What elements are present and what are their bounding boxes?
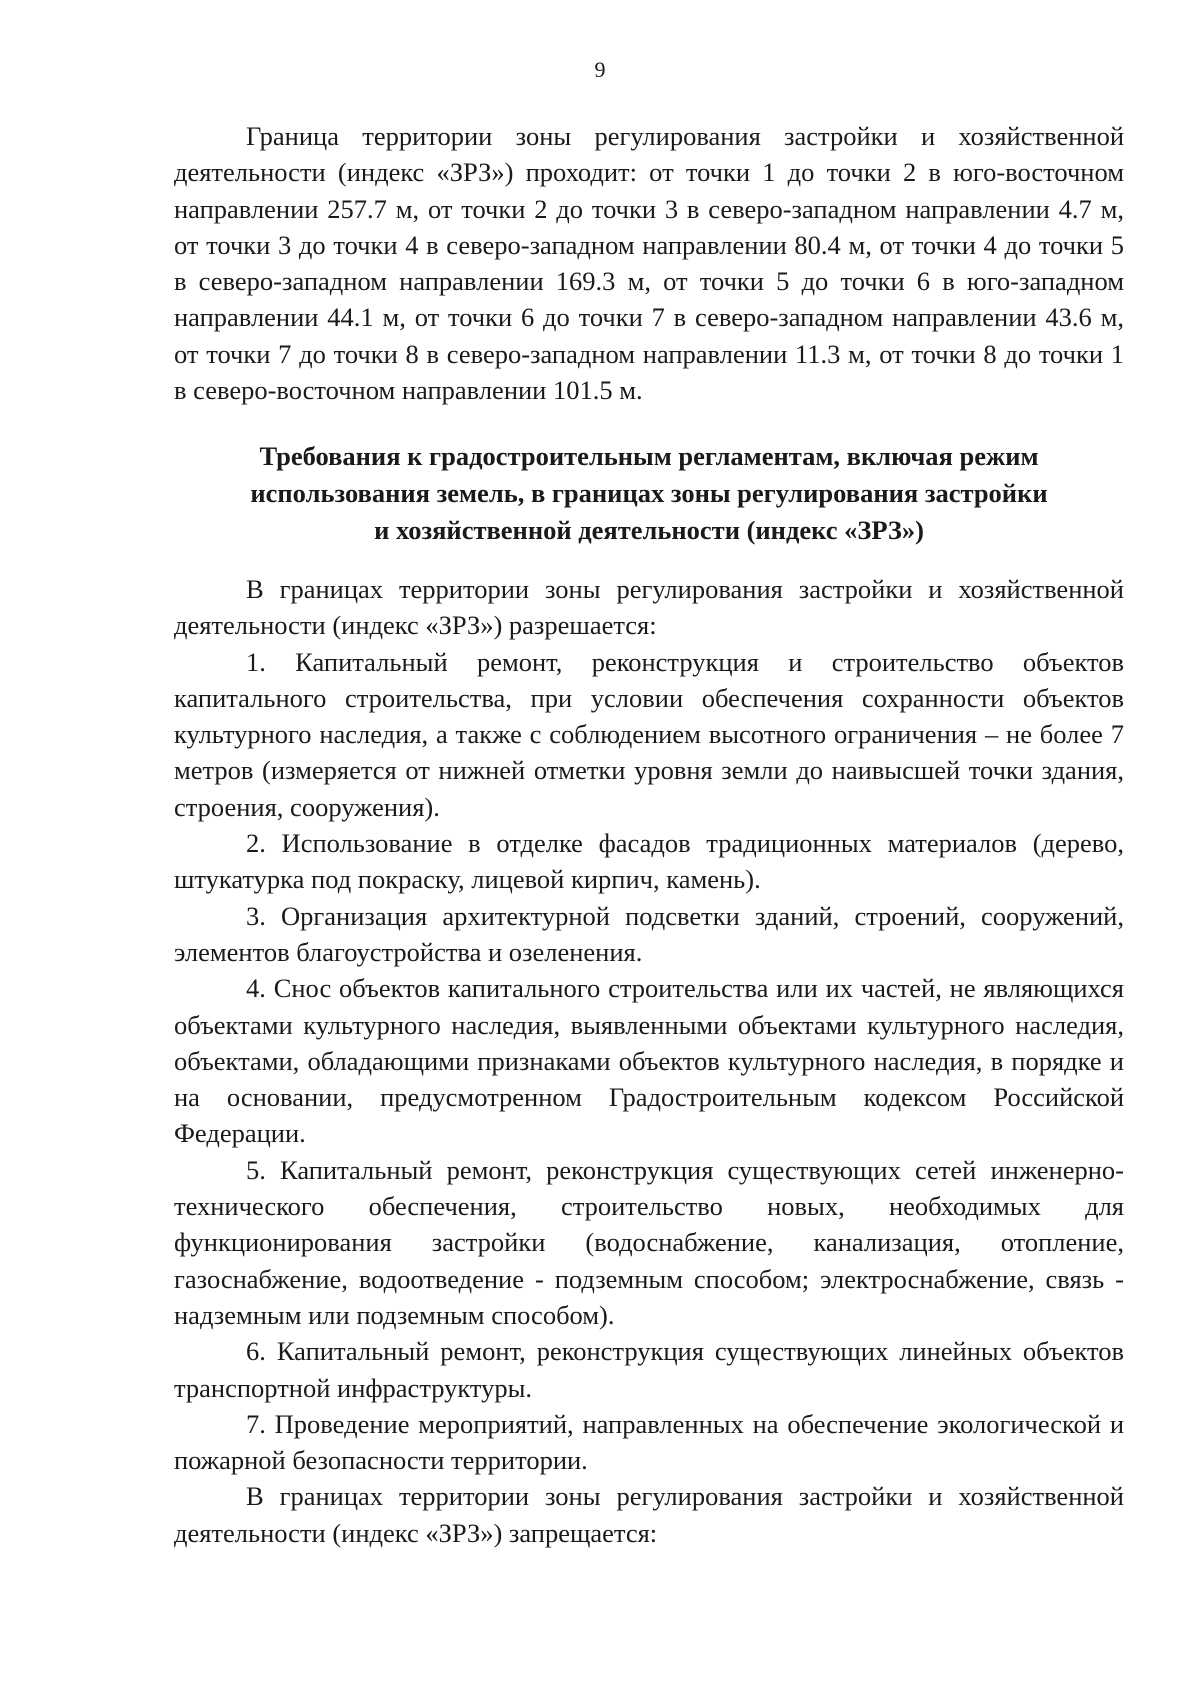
allowed-item-5: 5. Капитальный ремонт, реконструкция существующих сетей инженерно-технического обеспечения, строительство новых, необходимых для функционирования застройки (водоснабжение, канализация, отопление, газоснабжение, водоотведение - подземным способом; электроснабжение, связь - надземным или подземным способом). <box>174 1154 1124 1330</box>
allowed-item-4: 4. Снос объектов капитального строительства или их частей, не являющихся объектами культурного наследия, выявленными объектами культурного наследия, объектами, обладающими признаками объектов культурного наследия, в порядке и на основании, предусмотренном Градостроительным кодексом Российской Федерации. <box>174 973 1124 1149</box>
boundary-section <box>174 118 1124 408</box>
section-heading-line-2: использования земель, в границах зоны регулирования застройки <box>250 478 1048 508</box>
section-heading-line-3: и хозяйственной деятельности (индекс «ЗРЗ») <box>374 515 924 545</box>
section-heading-line-1: Требования к градостроительным регламентам, включая режим <box>259 441 1039 471</box>
allowed-item-7: 7. Проведение мероприятий, направленных на обеспечение экологической и пожарной безопасности территории. <box>174 1408 1124 1476</box>
allowed-item-3: 3. Организация архитектурной подсветки зданий, строений, сооружений, элементов благоустройства и озеленения. <box>174 900 1124 967</box>
section-heading <box>174 438 1124 549</box>
allowed-item-2: 2. Использование в отделке фасадов традиционных материалов (дерево, штукатурка под покраску, лицевой кирпич, камень). <box>174 828 1124 895</box>
requirements-section <box>174 571 1124 1551</box>
allowed-item-1: 1. Капитальный ремонт, реконструкция и строительство объектов капитального строительства, при условии обеспечения сохранности объектов культурного наследия, а также с соблюдением высотного ограничения – не более 7 метров (измеряется от нижней отметки уровня земли до наивысшей точки здания, строения, сооружения). <box>174 646 1124 822</box>
boundary-paragraph: Граница территории зоны регулирования застройки и хозяйственной деятельности (индекс «ЗРЗ») проходит: от точки 1 до точки 2 в юго-восточном направлении 257.7 м, от точки 2 до точки 3 в северо-западном направлении 4.7 м, от точки 3 до точки 4 в северо-западном направлении 80.4 м, от точки 4 до точки 5 в северо-западном направлении 169.3 м, от точки 5 до точки 6 в юго-западном направлении 44.1 м, от точки 6 до точки 7 в северо-западном направлении 43.6 м, от точки 7 до точки 8 в северо-западном направлении 11.3 м, от точки 8 до точки 1 в северо-восточном направлении 101.5 м. <box>174 121 1124 406</box>
prohibited-intro: В границах территории зоны регулирования застройки и хозяйственной деятельности (индекс «ЗРЗ») запрещается: <box>174 1481 1124 1548</box>
allowed-intro: В границах территории зоны регулирования застройки и хозяйственной деятельности (индекс «ЗРЗ») разрешается: <box>174 574 1124 641</box>
page-number: 9 <box>594 57 606 82</box>
allowed-item-6: 6. Капитальный ремонт, реконструкция существующих линейных объектов транспортной инфраструктуры. <box>174 1336 1124 1403</box>
